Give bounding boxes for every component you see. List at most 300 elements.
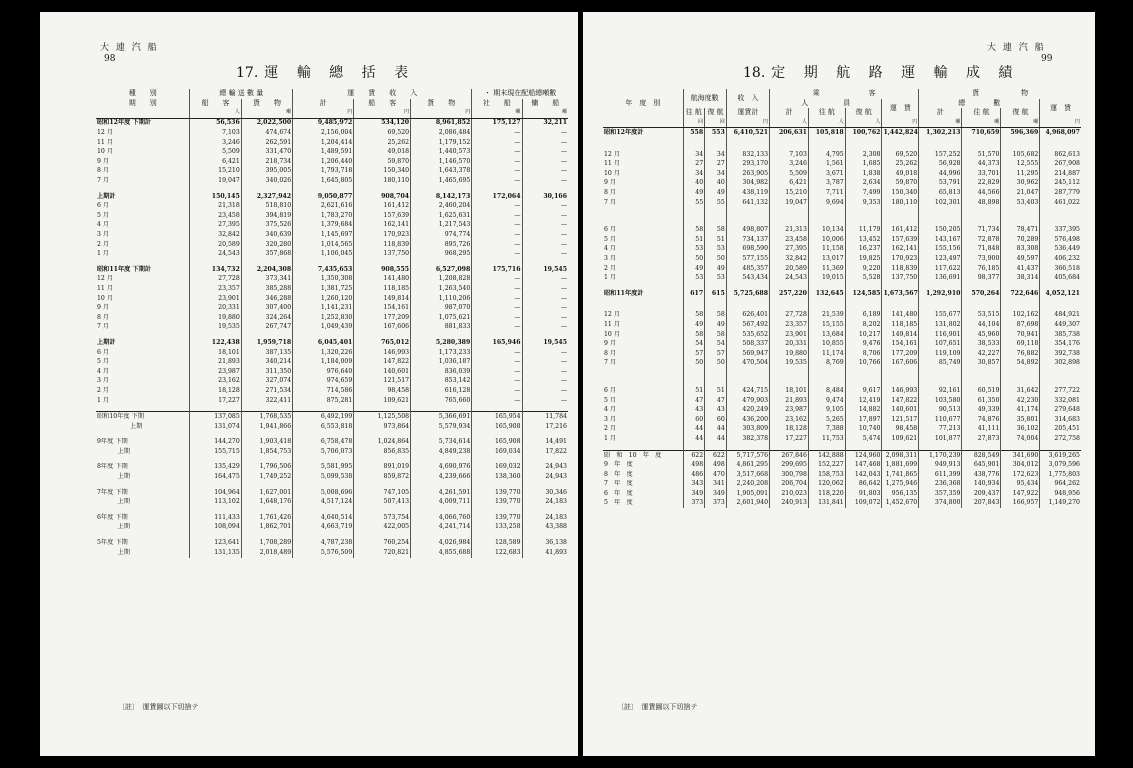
data-cell: 272,758 (1040, 434, 1081, 444)
data-cell: 40 (683, 179, 705, 189)
data-cell: 147,822 (882, 396, 919, 406)
data-cell: 973,864 (354, 422, 411, 432)
data-cell: 484,921 (1040, 311, 1081, 321)
data-cell: 137,085 (190, 412, 241, 422)
row-label: 5 月 (604, 396, 617, 404)
table-row (96, 538, 568, 548)
data-cell: 4,517,124 (293, 498, 354, 508)
data-cell: 118,839 (354, 240, 411, 250)
data-cell: 20,589 (770, 264, 809, 274)
data-cell: 11,784 (522, 412, 568, 422)
data-cell: 765,660 (411, 396, 472, 406)
data-cell: 119,109 (919, 349, 962, 359)
data-cell: 34 (705, 169, 727, 179)
row-label: 1 月 (604, 274, 617, 282)
data-cell: 53 (705, 274, 727, 284)
data-cell: — (522, 284, 568, 294)
data-cell: — (522, 128, 568, 138)
data-cell: 311,350 (241, 367, 292, 377)
unit-cell: 噸 (472, 108, 522, 118)
table-header-row-1 (603, 89, 1081, 99)
row-label: 7 年 度 (604, 480, 633, 488)
data-cell: 206,704 (770, 480, 809, 490)
data-cell: 382,378 (726, 434, 769, 444)
right-page (583, 12, 1095, 756)
data-cell: 140,601 (354, 367, 411, 377)
data-cell: 19,825 (845, 254, 882, 264)
data-cell: 73,900 (962, 254, 1001, 264)
table-row (603, 169, 1081, 179)
data-cell: 30,166 (522, 192, 568, 202)
row-label: 4 月 (604, 406, 617, 414)
data-cell: 9,050,877 (293, 192, 354, 202)
data-cell: 10,006 (808, 235, 845, 245)
data-cell: 60,519 (962, 386, 1001, 396)
data-cell: 20,331 (770, 339, 809, 349)
data-cell: 622 (683, 450, 705, 460)
table-row (96, 438, 568, 448)
data-cell: 136,691 (919, 274, 962, 284)
data-cell: 44 (683, 425, 705, 435)
data-cell: 3,246 (770, 160, 809, 170)
table-row (96, 357, 568, 367)
data-cell: 49 (705, 264, 727, 274)
data-cell: 21,539 (808, 311, 845, 321)
data-cell: 1,854,753 (241, 447, 292, 457)
unit-cell: 回 (705, 118, 727, 128)
data-cell: 92,161 (919, 386, 962, 396)
data-cell: 5,265 (808, 415, 845, 425)
data-cell: 47 (683, 396, 705, 406)
data-cell: 2,240,208 (726, 480, 769, 490)
table-row (603, 188, 1081, 198)
data-cell: 58 (705, 226, 727, 236)
unit-cell: 人 (770, 118, 809, 128)
row-label: 上期計 (97, 192, 116, 200)
row-label: 8年度 下期 (97, 463, 128, 471)
data-cell: 470,504 (726, 359, 769, 369)
data-cell: 14,491 (522, 438, 568, 448)
unit-cell: 人 (190, 108, 241, 118)
data-cell: 27,728 (770, 311, 809, 321)
data-cell: 895,726 (411, 240, 472, 250)
data-cell: 535,652 (726, 330, 769, 340)
row-label: 3 月 (97, 377, 110, 385)
data-cell: 322,411 (241, 396, 292, 406)
row-label: 5 月 (604, 235, 617, 243)
data-cell: 1,170,239 (919, 450, 962, 460)
row-label: 1 月 (97, 250, 110, 258)
data-cell: 135,429 (190, 463, 241, 473)
data-cell: 24,543 (770, 274, 809, 284)
header-cell: 運 賃 (1040, 99, 1081, 118)
data-cell: — (472, 275, 522, 285)
data-cell: 337,395 (1040, 226, 1081, 236)
data-cell: 53 (705, 245, 727, 255)
data-cell: 5,725,688 (726, 289, 769, 299)
data-cell: 3,246 (190, 138, 241, 148)
unit-cell: 噸 (1001, 118, 1040, 128)
data-cell: 11,179 (845, 226, 882, 236)
data-cell: 1,741,865 (882, 470, 919, 480)
data-cell: 373 (683, 499, 705, 509)
data-cell: 15,210 (770, 188, 809, 198)
data-cell: 1,903,418 (241, 438, 292, 448)
data-cell: 698,590 (726, 245, 769, 255)
unit-cell: 円 (1040, 118, 1081, 128)
footnote: 〔註〕 運賃圓以下切捨テ (617, 703, 698, 711)
data-cell: 17,897 (845, 415, 882, 425)
data-cell: 54,892 (1001, 359, 1040, 369)
table-row (603, 245, 1081, 255)
data-cell: 134,732 (190, 265, 241, 275)
data-cell: 124,960 (845, 450, 882, 460)
data-cell: 60 (683, 415, 705, 425)
data-cell: 27 (705, 160, 727, 170)
data-cell: 2,086,484 (411, 128, 472, 138)
unit-cell: 回 (683, 118, 705, 128)
data-cell: 1,263,540 (411, 284, 472, 294)
data-cell: 18,101 (770, 386, 809, 396)
table-title (743, 62, 1019, 82)
data-cell: 44,566 (962, 188, 1001, 198)
row-label: 昭和12年度 下期計 (97, 119, 152, 127)
data-cell: 180,110 (354, 176, 411, 186)
data-cell: 5,474 (845, 434, 882, 444)
data-cell: 55 (705, 198, 727, 208)
data-cell: 56,536 (190, 118, 241, 128)
data-cell: 109,621 (882, 434, 919, 444)
data-cell: 1,465,695 (411, 176, 472, 186)
data-cell: 85,749 (919, 359, 962, 369)
data-cell: 74,004 (1001, 434, 1040, 444)
data-cell: 1,292,910 (919, 289, 962, 299)
data-cell: 3,517,668 (726, 470, 769, 480)
data-cell: 240,913 (770, 499, 809, 509)
data-cell: 23,901 (190, 294, 241, 304)
data-cell: 299,695 (770, 460, 809, 470)
data-cell: 143,167 (919, 235, 962, 245)
data-cell: — (522, 396, 568, 406)
row-label: 2 月 (97, 386, 110, 394)
data-cell: 974,774 (411, 230, 472, 240)
table-row (96, 422, 568, 432)
row-label: 9年度 下期 (97, 438, 128, 446)
data-cell: — (522, 313, 568, 323)
data-cell: 131,802 (919, 320, 962, 330)
data-cell: 18,128 (770, 425, 809, 435)
table-row (603, 330, 1081, 340)
row-label: 5 年 度 (604, 499, 633, 507)
data-cell: 27,395 (190, 221, 241, 231)
data-cell: 974,659 (293, 377, 354, 387)
data-cell: — (522, 230, 568, 240)
data-cell: 236,368 (919, 480, 962, 490)
data-cell: 1,146,570 (411, 157, 472, 167)
data-cell: 72,878 (962, 235, 1001, 245)
data-cell: 1,184,009 (293, 357, 354, 367)
data-cell: 615 (705, 289, 727, 299)
data-cell: 10,740 (845, 425, 882, 435)
data-cell: 1,796,506 (241, 463, 292, 473)
data-cell: 24,183 (522, 498, 568, 508)
header-cell: 貨 物 (241, 99, 292, 109)
data-cell: 1,024,864 (354, 438, 411, 448)
data-cell: 4,241,714 (411, 523, 472, 533)
data-cell: 4,787,238 (293, 538, 354, 548)
header-cell: 貨 物 (411, 99, 472, 109)
data-cell: 375,526 (241, 221, 292, 231)
data-cell: 65,813 (919, 188, 962, 198)
data-cell: — (522, 357, 568, 367)
data-cell: 146,993 (882, 386, 919, 396)
data-cell: 1,627,001 (241, 488, 292, 498)
row-label: 8 月 (604, 349, 617, 357)
data-cell: 271,534 (241, 386, 292, 396)
data-cell: 11,753 (808, 434, 845, 444)
data-cell: 2,621,616 (293, 202, 354, 212)
row-label: 11 月 (97, 284, 114, 292)
route-performance-table (603, 89, 1081, 508)
data-cell: 118,185 (882, 320, 919, 330)
data-cell: 8,202 (845, 320, 882, 330)
data-cell: 53,403 (1001, 198, 1040, 208)
data-cell: 293,170 (726, 160, 769, 170)
data-cell: 385,738 (1040, 330, 1081, 340)
data-cell: 19,880 (190, 313, 241, 323)
data-cell: 49,597 (1001, 254, 1040, 264)
data-cell: 170,923 (354, 230, 411, 240)
data-cell: 6,410,521 (726, 128, 769, 138)
row-label: 8 年 度 (604, 470, 633, 478)
data-cell: 641,132 (726, 198, 769, 208)
data-cell: 175,716 (472, 265, 522, 275)
data-cell: 438,119 (726, 188, 769, 198)
data-cell: 976,640 (293, 367, 354, 377)
table-row (96, 472, 568, 482)
data-cell: — (522, 275, 568, 285)
data-cell: — (522, 303, 568, 313)
data-cell: 760,254 (354, 538, 411, 548)
data-cell: 44,104 (962, 320, 1001, 330)
row-label: 2 月 (97, 240, 110, 248)
row-label: 10 月 (97, 148, 114, 156)
data-cell: 137,750 (354, 250, 411, 260)
data-cell: — (522, 202, 568, 212)
data-cell: 4,663,719 (293, 523, 354, 533)
unit-cell: 噸 (241, 108, 292, 118)
data-cell: 2,204,308 (241, 265, 292, 275)
data-cell: 149,814 (882, 330, 919, 340)
row-label: 上期 (97, 498, 130, 506)
table-row (96, 167, 568, 177)
data-cell: 109,072 (845, 499, 882, 509)
data-cell: 949,913 (919, 460, 962, 470)
data-cell: 1,625,631 (411, 211, 472, 221)
data-cell: 17,216 (522, 422, 568, 432)
data-cell: 257,220 (770, 289, 809, 299)
data-cell: 147,922 (1001, 489, 1040, 499)
data-cell: 141,480 (882, 311, 919, 321)
data-cell: 59,870 (354, 157, 411, 167)
data-cell: 43 (683, 405, 705, 415)
table-row (603, 128, 1081, 138)
data-cell: 70,289 (1001, 235, 1040, 245)
data-cell: 19,545 (522, 338, 568, 348)
data-cell: 113,102 (190, 498, 241, 508)
data-cell: 734,137 (726, 235, 769, 245)
data-cell: 617 (683, 289, 705, 299)
data-cell: 1,350,308 (293, 275, 354, 285)
unit-cell: 円 (882, 118, 919, 128)
data-cell: — (472, 202, 522, 212)
data-cell: — (522, 323, 568, 333)
data-cell: 74,876 (962, 415, 1001, 425)
table-row (96, 396, 568, 406)
data-cell: 4,795 (808, 150, 845, 160)
data-cell: 139,770 (472, 498, 522, 508)
unit-cell: 円 (726, 118, 769, 128)
data-cell: 576,498 (1040, 235, 1081, 245)
data-cell: — (522, 386, 568, 396)
data-cell: 87,698 (1001, 320, 1040, 330)
data-cell: 207,843 (962, 499, 1001, 509)
header-cell: 往 航 (683, 108, 705, 118)
data-cell: — (522, 148, 568, 158)
data-cell: 6,421 (770, 179, 809, 189)
page-number: 98 (104, 54, 116, 64)
data-cell: — (522, 176, 568, 186)
row-label: 上期 (97, 447, 130, 455)
data-cell: 5,008,696 (293, 488, 354, 498)
table-row (96, 157, 568, 167)
data-cell: 128,589 (472, 538, 522, 548)
data-cell: 122,683 (472, 548, 522, 558)
data-cell: 346,288 (241, 294, 292, 304)
row-label: 12 月 (97, 129, 114, 137)
data-cell: 165,954 (472, 412, 522, 422)
data-cell: 331,470 (241, 148, 292, 158)
data-cell: 10,766 (845, 359, 882, 369)
data-cell: 172,064 (472, 192, 522, 202)
data-cell: 354,176 (1040, 339, 1081, 349)
data-cell: 349 (683, 489, 705, 499)
data-cell: 908,555 (354, 265, 411, 275)
data-cell: 1,643,378 (411, 167, 472, 177)
data-cell: 558 (683, 128, 705, 138)
data-cell: 1,379,684 (293, 221, 354, 231)
data-cell: 7,435,653 (293, 265, 354, 275)
row-label: 7 月 (604, 198, 617, 206)
data-cell: 55 (683, 198, 705, 208)
data-cell: 169,032 (472, 463, 522, 473)
data-cell: 78,471 (1001, 226, 1040, 236)
data-cell: 36,138 (522, 538, 568, 548)
data-cell: 485,357 (726, 264, 769, 274)
data-cell: 144,270 (190, 438, 241, 448)
data-cell: 394,819 (241, 211, 292, 221)
data-cell: 4,855,688 (411, 548, 472, 558)
table-row (96, 240, 568, 250)
table-row (603, 160, 1081, 170)
data-cell: 486 (683, 470, 705, 480)
data-cell: 1,673,567 (883, 289, 918, 297)
data-cell: 34 (683, 150, 705, 160)
table-row (603, 349, 1081, 359)
data-cell: 16,237 (845, 245, 882, 255)
data-cell: 21,318 (190, 202, 241, 212)
data-cell: 596,369 (1001, 128, 1040, 138)
data-cell: 1,862,701 (241, 523, 292, 533)
data-cell: 71,848 (962, 245, 1001, 255)
data-cell: 24,183 (522, 513, 568, 523)
header-cell: 年 度 別 (625, 98, 661, 107)
header-cell: 計 (919, 108, 962, 118)
data-cell: 304,982 (726, 179, 769, 189)
data-cell: 137,750 (882, 274, 919, 284)
data-cell: 536,449 (1040, 245, 1081, 255)
data-cell: 19,545 (522, 265, 568, 275)
table-row (96, 138, 568, 148)
data-cell: 1,783,270 (293, 211, 354, 221)
table-title-text: 運 輸 總 括 表 (264, 65, 416, 81)
data-cell: 1,320,226 (293, 348, 354, 358)
data-cell: 2,156,004 (293, 128, 354, 138)
data-cell: 206,631 (770, 128, 809, 138)
data-cell: 167,606 (882, 359, 919, 369)
data-cell: 1,761,426 (241, 513, 292, 523)
data-cell: — (472, 221, 522, 231)
data-cell: 5,581,995 (293, 463, 354, 473)
table-row (603, 460, 1081, 470)
data-cell: 1,452,670 (882, 499, 919, 509)
data-cell: 720,821 (354, 548, 411, 558)
data-cell: 8,769 (808, 359, 845, 369)
header-cell: 運 賃 (882, 99, 919, 118)
data-cell: 279,648 (1040, 405, 1081, 415)
data-cell: 245,112 (1040, 179, 1081, 189)
data-cell: 131,135 (190, 548, 241, 558)
data-cell: 98,458 (882, 425, 919, 435)
data-cell: 10,855 (808, 339, 845, 349)
data-cell: 146,993 (354, 348, 411, 358)
data-cell: 23,458 (770, 235, 809, 245)
data-cell: 45,960 (962, 330, 1001, 340)
data-cell: 139,770 (472, 513, 522, 523)
data-cell: 7,711 (808, 188, 845, 198)
data-cell: 18,128 (190, 386, 241, 396)
row-label: 7 月 (97, 323, 110, 331)
table-row (96, 323, 568, 333)
data-cell: 17,227 (190, 396, 241, 406)
table-row (603, 489, 1081, 499)
data-cell: 27 (683, 160, 705, 170)
table-row (96, 294, 568, 304)
data-cell: 5,509 (770, 169, 809, 179)
data-cell: 131,074 (190, 422, 241, 432)
data-cell: 123,497 (919, 254, 962, 264)
table-row (96, 202, 568, 212)
data-cell: 24,543 (190, 250, 241, 260)
data-cell: 1,941,866 (241, 422, 292, 432)
data-cell: 6,527,098 (411, 265, 472, 275)
data-cell: 32,842 (770, 254, 809, 264)
data-cell: 1,561 (808, 160, 845, 170)
row-label: 11 月 (604, 320, 621, 328)
data-cell: 175,127 (472, 118, 522, 128)
data-cell: 69,520 (882, 150, 919, 160)
data-cell: 5,706,073 (293, 447, 354, 457)
